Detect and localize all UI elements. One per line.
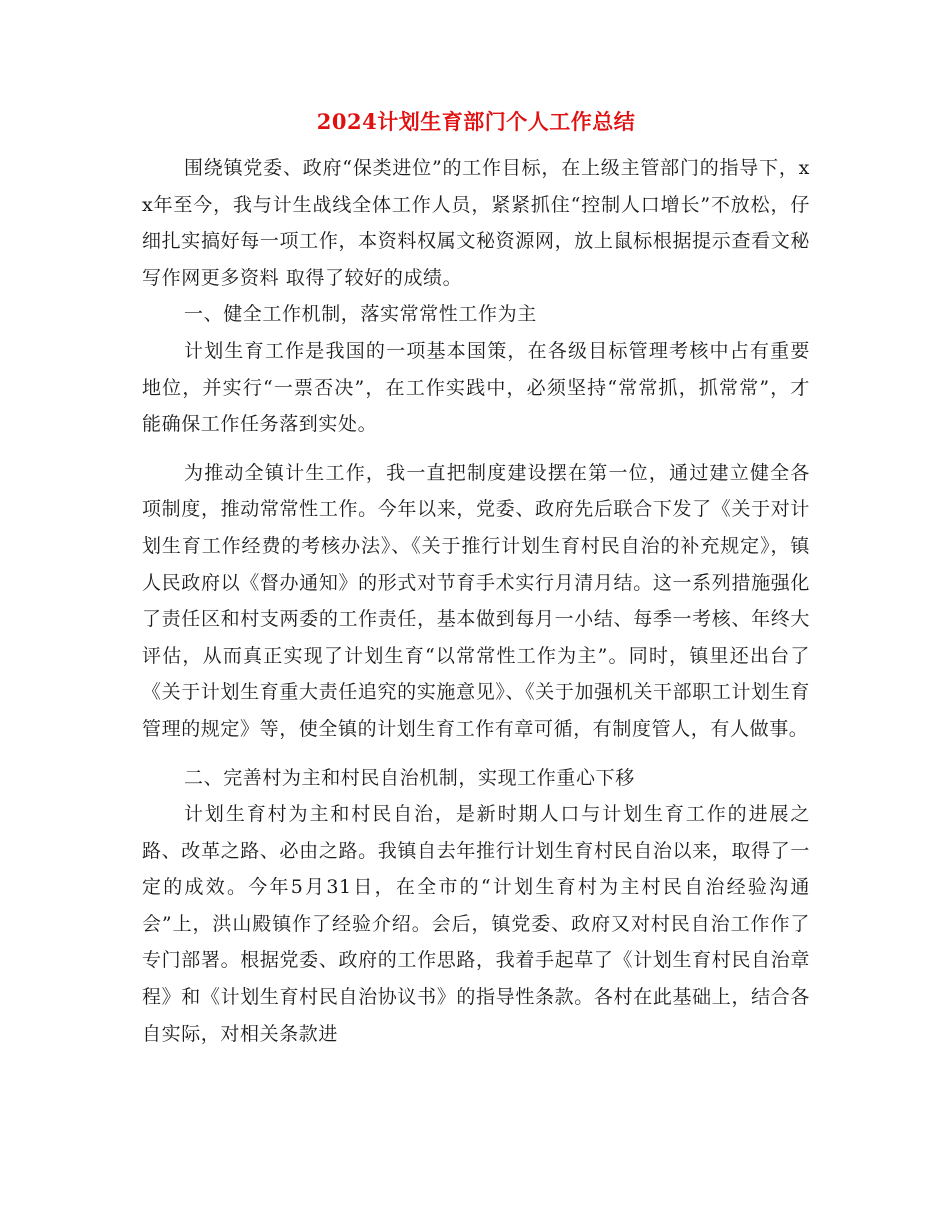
intro-paragraph: 围绕镇党委、政府“保类进位”的工作目标，在上级主管部门的指导下，xx年至今，我与计生战线全体工作人员，紧紧抓住“控制人口增长”不放松，仔细扎实搞好每一项工作，本资料权属文秘资源网，放上鼠标根据提示查看文秘写作网更多资料 取得了较好的成绩。 (142, 157, 810, 289)
section-heading-2: 二、完善村为主和村民自治机制，实现工作重心下移 (184, 766, 635, 789)
section-heading-1: 一、健全工作机制，落实常常性工作为主 (184, 303, 537, 326)
section-2-paragraph-1: 计划生育村为主和村民自治，是新时期人口与计划生育工作的进展之路、改革之路、必由之路。我镇自去年推行计划生育村民自治以来，取得了一定的成效。今年5月31日，在全市的“计划生育村为主村民自治经验沟通会”上，洪山殿镇作了经验介绍。会后，镇党委、政府又对村民自治工作作了专门部署。根据党委、政府的工作思路，我着手起草了《计划生育村民自治章程》和《计划生育村民自治协议书》的指导性条款。各村在此基础上，结合各自实际，对相关条款进 (142, 803, 810, 1045)
paragraph-gap (142, 443, 810, 455)
document-title: 2024计划生育部门个人工作总结 (316, 109, 636, 134)
document-page (142, 108, 810, 1052)
paragraph-gap (142, 748, 810, 760)
section-1-paragraph-1: 计划生育工作是我国的一项基本国策，在各级目标管理考核中占有重要地位，并实行“一票否决”，在工作实践中，必须坚持“常常抓，抓常常”，才能确保工作任务落到实处。 (142, 339, 810, 436)
section-1-paragraph-2: 为推动全镇计生工作，我一直把制度建设摆在第一位，通过建立健全各项制度，推动常常性工作。今年以来，党委、政府先后联合下发了《关于对计划生育工作经费的考核办法》、《关于推行计划生育村民自治的补充规定》，镇人民政府以《督办通知》的形式对节育手术实行月清月结。这一系列措施强化了责任区和村支两委的工作责任，基本做到每月一小结、每季一考核、年终大评估，从而真正实现了计划生育“以常常性工作为主”。同时，镇里还出台了《关于计划生育重大责任追究的实施意见》、《关于加强机关干部职工计划生育管理的规定》等，使全镇的计划生育工作有章可循，有制度管人，有人做事。 (142, 461, 810, 740)
